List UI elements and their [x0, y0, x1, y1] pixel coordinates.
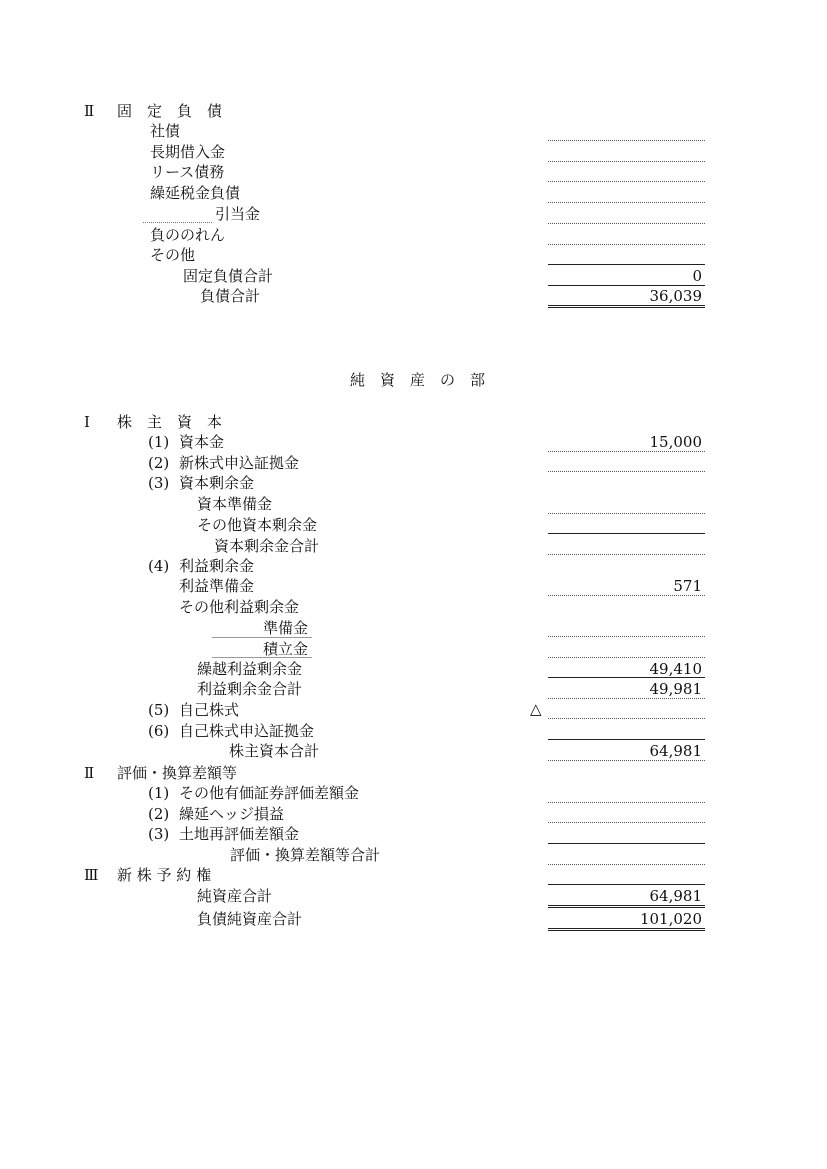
roman-numeral: Ⅰ [84, 413, 90, 431]
section-heading-shareholders-equity: 株 主 資 本 [117, 413, 223, 431]
amount-line [548, 760, 705, 761]
item-number: (5) [148, 701, 170, 719]
grand-total-value: 101,020 [639, 910, 702, 928]
total-double-line [548, 905, 705, 908]
grand-total-label: 負債純資産合計 [197, 910, 303, 928]
item-bonds: 社債 [150, 122, 181, 140]
item-deferred-tax-liabilities: 繰延税金負債 [150, 184, 241, 202]
roman-numeral: Ⅲ [84, 866, 99, 884]
amount-line [548, 471, 705, 472]
subtotal-line [548, 884, 705, 885]
item-deferred-hedge: 繰延ヘッジ損益 [179, 805, 285, 823]
fixed-liabilities-total-label: 固定負債合計 [183, 267, 274, 285]
amount-line [548, 140, 705, 141]
amount-line [548, 161, 705, 162]
item-long-term-loans: 長期借入金 [150, 143, 226, 161]
item-securities-valuation: その他有価証券評価差額金 [179, 784, 360, 802]
amount-line [548, 864, 705, 865]
total-double-line [548, 928, 705, 931]
blank-line [212, 657, 312, 658]
amount-line [548, 451, 705, 452]
roman-numeral: Ⅱ [84, 764, 95, 782]
amount-line [548, 554, 705, 555]
item-new-share-deposit: 新株式申込証拠金 [179, 454, 300, 472]
item-other-capital-surplus: その他資本剰余金 [197, 516, 318, 534]
amount-line [548, 244, 705, 245]
amount-line [548, 513, 705, 514]
net-assets-section-title: 純 資 産 の 部 [350, 371, 486, 389]
item-number: (1) [148, 784, 170, 802]
subtotal-line [548, 264, 705, 265]
item-capital-reserve: 資本準備金 [197, 495, 273, 513]
section-heading-fixed-liabilities: 固 定 負 債 [117, 102, 223, 120]
item-other-retained-earnings: その他利益剰余金 [179, 598, 300, 616]
subtotal-line [548, 739, 705, 740]
legal-reserve-value: 571 [673, 577, 702, 595]
amount-line [548, 202, 705, 203]
item-treasury-stock-deposit: 自己株式申込証拠金 [179, 722, 315, 740]
amount-line [548, 636, 705, 637]
subtotal-line [548, 533, 705, 534]
amount-line [548, 181, 705, 182]
amount-line [548, 657, 705, 658]
item-lease-obligations: リース債務 [150, 163, 225, 181]
shareholders-equity-total-label: 株主資本合計 [229, 742, 320, 760]
liabilities-total-value: 36,039 [649, 287, 702, 305]
negative-triangle-icon: △ [530, 700, 542, 718]
subtotal-line [548, 843, 705, 844]
item-land-revaluation: 土地再評価差額金 [179, 825, 300, 843]
valuation-total-label: 評価・換算差額等合計 [230, 846, 381, 864]
item-number: (3) [148, 825, 170, 843]
item-legal-reserve: 利益準備金 [179, 577, 255, 595]
item-provisions: 引当金 [215, 205, 261, 223]
blank-line [143, 222, 212, 223]
item-accumulated-fund: 積立金 [263, 640, 309, 658]
section-heading-stock-acquisition-rights: 新 株 予 約 権 [117, 866, 212, 884]
amount-line [548, 223, 705, 224]
capital-stock-value: 15,000 [649, 433, 702, 451]
item-number: (2) [148, 454, 170, 472]
item-number: (1) [148, 433, 170, 451]
item-number: (4) [148, 557, 170, 575]
item-number: (2) [148, 805, 170, 823]
item-treasury-stock: 自己株式 [179, 701, 240, 719]
amount-line [548, 698, 705, 699]
shareholders-equity-total-value: 64,981 [649, 742, 702, 760]
item-number: (6) [148, 722, 170, 740]
liabilities-total-label: 負債合計 [200, 287, 261, 305]
amount-line [548, 822, 705, 823]
amount-line [548, 718, 705, 719]
net-assets-total-value: 64,981 [649, 887, 702, 905]
fixed-liabilities-total-value: 0 [692, 267, 702, 285]
retained-earnings-total-value: 49,981 [649, 680, 702, 698]
item-retained-earnings: 利益剰余金 [179, 557, 255, 575]
amount-line [548, 802, 705, 803]
subtotal-line [548, 285, 705, 286]
item-capital-stock: 資本金 [179, 433, 225, 451]
section-heading-valuation: 評価・換算差額等 [117, 764, 238, 782]
blank-line [212, 637, 312, 638]
net-assets-total-label: 純資産合計 [197, 887, 273, 905]
item-reserve-fund: 準備金 [263, 619, 309, 637]
total-double-line [548, 305, 705, 308]
roman-numeral: Ⅱ [84, 102, 95, 120]
item-number: (3) [148, 474, 170, 492]
subtotal-line [548, 677, 705, 678]
item-retained-earnings-carried-forward: 繰越利益剰余金 [197, 660, 303, 678]
retained-earnings-carried-forward-value: 49,410 [649, 660, 702, 678]
amount-line [548, 595, 705, 596]
item-capital-surplus: 資本剰余金 [179, 474, 255, 492]
item-other: その他 [150, 246, 196, 264]
retained-earnings-total-label: 利益剰余金合計 [197, 680, 303, 698]
capital-surplus-total-label: 資本剰余金合計 [214, 537, 320, 555]
item-negative-goodwill: 負ののれん [150, 226, 226, 244]
